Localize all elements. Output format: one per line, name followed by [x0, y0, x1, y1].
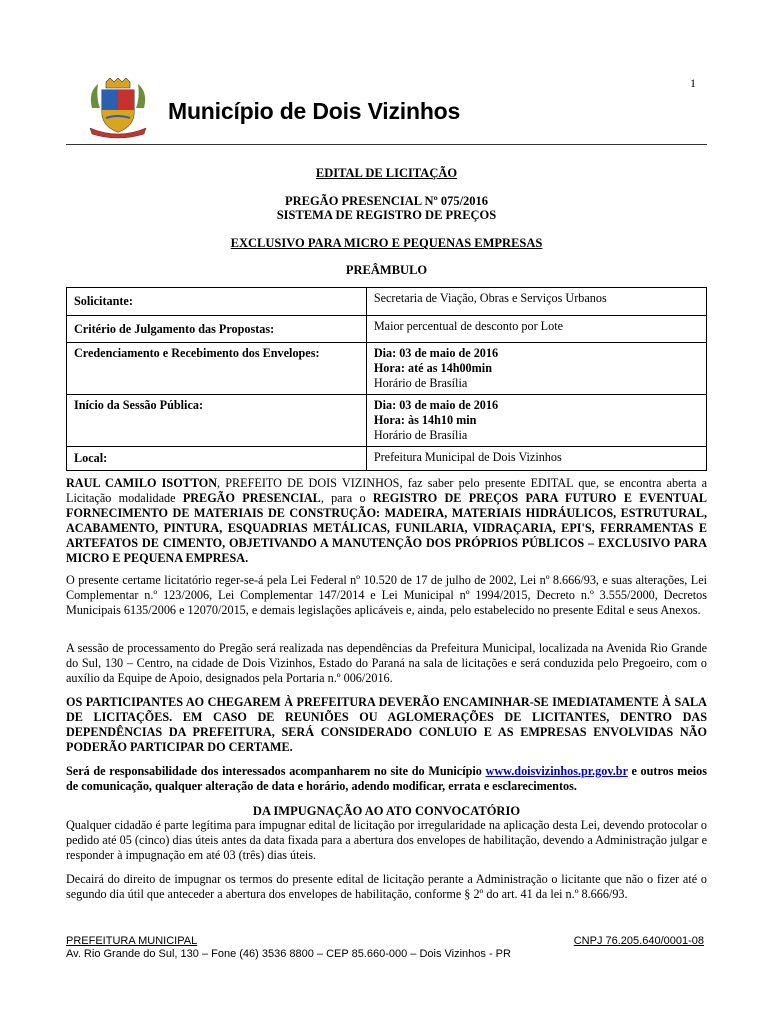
footer-cnpj: CNPJ 76.205.640/0001-08 [573, 935, 704, 947]
inicio-hora: Hora: às 14h10 min [373, 413, 477, 427]
solicitante-label: Solicitante: [67, 288, 367, 316]
solicitante-value: Secretaria de Viação, Obras e Serviços Urbanos [366, 288, 706, 316]
pregao-line: PREGÃO PRESENCIAL Nº 075/2016 [284, 194, 489, 208]
page-number: 1 [690, 76, 696, 90]
table-row [67, 447, 707, 471]
sistema-line: SISTEMA DE REGISTRO DE PREÇOS [276, 208, 497, 222]
criterio-label: Critério de Julgamento das Propostas: [67, 316, 367, 343]
opening-paragraph [66, 476, 707, 566]
inicio-horario: Horário de Brasília [373, 428, 468, 442]
inicio-dia: Dia: 03 de maio de 2016 [373, 398, 499, 412]
inicio-label: Início da Sessão Pública: [67, 395, 367, 447]
table-row [67, 288, 707, 316]
header-divider [66, 144, 707, 145]
exclusivo-line: EXCLUSIVO PARA MICRO E PEQUENAS EMPRESAS [230, 236, 543, 250]
credenciamento-value [366, 343, 706, 395]
edital-title: EDITAL DE LICITAÇÃO [315, 166, 458, 180]
table-row [67, 343, 707, 395]
mayor-name: RAUL CAMILO ISOTTON [66, 476, 218, 490]
table-row [67, 316, 707, 343]
modality-name: PREGÃO PRESENCIAL [182, 491, 321, 505]
preambulo-heading: PREÂMBULO [345, 263, 428, 277]
credenciamento-horario: Horário de Brasília [373, 376, 468, 390]
footer-address: Av. Rio Grande do Sul, 130 – Fone (46) 3536 8800 – CEP 85.660-000 – Dois Vizinhos - PR [66, 948, 511, 960]
credenciamento-label: Credenciamento e Recebimento dos Envelopes: [67, 343, 367, 395]
impugnacao-paragraph: Qualquer cidadão é parte legítima para impugnar edital de licitação por irregularidade na aplicação desta Lei, devendo protocolar o pedido até 05 (cinco) dias úteis antes da data fixada para a abertura dos envelopes de habilitação, devendo a Administração julgar e responder à impugnação em até 03 (três) dias úteis. [66, 818, 707, 862]
opening-text-1: , PREFEITO DE DOIS VIZINHOS, faz saber pelo presente EDITAL que, se encontra aberta a Licitação modalidade [66, 476, 708, 505]
impugnacao-heading: DA IMPUGNAÇÃO AO ATO CONVOCATÓRIO [252, 804, 521, 818]
inicio-value [366, 395, 706, 447]
local-value: Prefeitura Municipal de Dois Vizinhos [366, 447, 706, 471]
session-location-paragraph: A sessão de processamento do Pregão será realizada nas dependências da Prefeitura Municipal, localizada na Avenida Rio Grande do Sul, 130 – Centro, na cidade de Dois Vizinhos, Estado do Paraná na sala de licitações e será conduzida pelo Pregoeiro, com o auxílio da Equipe de Apoio, designados pela Portaria n.º 006/2016. [66, 641, 707, 685]
table-row [67, 395, 707, 447]
decadence-paragraph: Decairá do direito de impugnar os termos do presente edital de licitação perante a Administração o licitante que não o fizer até o segundo dia útil que anteceder a abertura dos envelopes de habilitação, conforme § 2º do art. 41 da lei n.º 8.666/93. [66, 872, 707, 901]
credenciamento-dia: Dia: 03 de maio de 2016 [373, 346, 499, 360]
local-label: Local: [67, 447, 367, 471]
municipal-crest-icon [86, 78, 150, 140]
responsibility-text-1: Será de responsabilidade dos interessados acompanharem no site do Município [66, 764, 486, 778]
object-description: REGISTRO DE PREÇOS PARA FUTURO E EVENTUAL FORNECIMENTO DE MATERIAIS DE CONSTRUÇÃO: MADEIRA, MATERIAIS HIDRÁULICOS, ESTRUTURAL, ACABAMENTO, PINTURA, ESQUADRIAS METÁLICAS, FUNILARIA, VIDRAÇARIA, EPI'S, FERRAMENTAS E ARTEFATOS DE CIMENTO, OBJETIVANDO A MANUTENÇÃO DOS PRÓPRIOS PÚBLICOS – EXCLUSIVO PARA MICRO E PEQUENA EMPRESA. [66, 491, 707, 565]
responsibility-text-2: e outros meios de comunicação, qualquer alteração de data e horário, adendo modificar, errata e esclarecimentos. [66, 764, 707, 793]
credenciamento-hora: Hora: até as 14h00min [373, 361, 492, 375]
opening-text-2: , para o [320, 491, 373, 505]
legal-basis-paragraph: O presente certame licitatório reger-se-á pela Lei Federal nº 10.520 de 17 de julho de 2002, Lei nº 8.666/93, e suas alterações, Lei Complementar n.º 123/2006, Lei Complementar 147/2014 e Lei Municipal nº 1994/2015, Decreto n.º 3.555/2000, Decretos Municipais 6135/2006 e 12070/2015, e demais legislações aplicáveis e, ainda, pelo estabelecido no presente Edital e seus Anexos. [66, 573, 707, 617]
preamble-table [66, 287, 707, 471]
municipality-title: Município de Dois Vizinhos [168, 98, 461, 124]
criterio-value: Maior percentual de desconto por Lote [366, 316, 706, 343]
municipal-website-link[interactable]: www.doisvizinhos.pr.gov.br [485, 764, 628, 778]
participants-warning-paragraph: OS PARTICIPANTES AO CHEGAREM À PREFEITURA DEVERÃO ENCAMINHAR-SE IMEDIATAMENTE À SALA DE LICITAÇÕES. EM CASO DE REUNIÕES OU AGLOMERAÇÕES DE LICITANTES, DENTRO DAS DEPENDÊNCIAS DA PREFEITURA, SERÁ CONSIDERADO CONLUIO E AS EMPRESAS ENVOLVIDAS NÃO PODERÃO PARTICIPAR DO CERTAME. [66, 695, 707, 754]
responsibility-paragraph [66, 764, 707, 794]
footer-prefeitura: PREFEITURA MUNICIPAL [66, 935, 198, 947]
